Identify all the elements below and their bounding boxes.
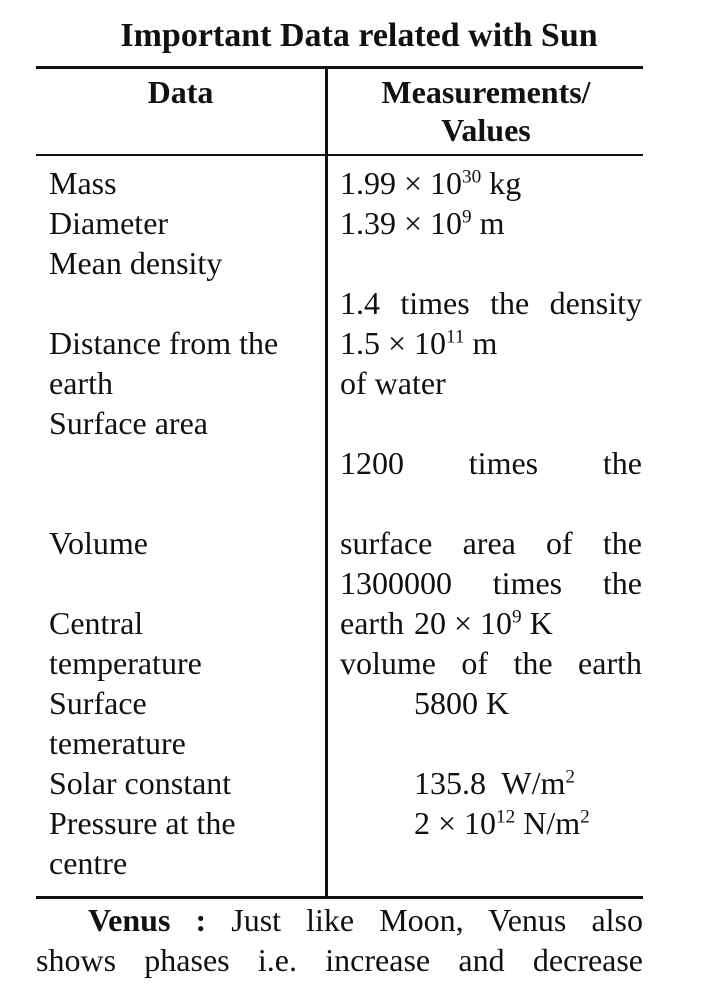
row-value-mean-density: 1.4 times the density of water — [340, 285, 642, 401]
row-value-pressure: $2 \times 10^{12}$ $N/m^2$ — [414, 805, 590, 841]
row-label-mass: Mass — [49, 165, 117, 201]
sun-data-table — [36, 66, 643, 899]
row-value-diameter: $1.39 \times 10^9$ m — [340, 205, 505, 241]
venus-text-1: Just like Moon, Venus also — [206, 902, 644, 938]
row-label-diameter: Diameter — [49, 205, 169, 241]
row-value-mass: $1.99 \times 10^{30}$ kg — [340, 165, 522, 201]
row-label-pressure: Pressure at the centre — [49, 805, 236, 881]
row-value-volume: 1300000 times the volume of the earth — [340, 565, 642, 681]
header-rule — [36, 154, 643, 156]
row-value-distance: $1.5 \times 10^{11}$ m — [340, 325, 498, 361]
row-value-solar-constant: 135.8 $W/m^2$ — [414, 765, 575, 801]
row-label-surface-temperature: Surface temerature — [49, 685, 186, 761]
venus-heading: Venus : — [88, 902, 207, 938]
row-label-central-temperature: Central temperature — [49, 605, 202, 681]
row-value-surface-area: 1200 times the surface area of the earth — [340, 445, 642, 641]
page-title: Important Data related with Sun — [120, 17, 598, 54]
row-value-central-temperature: $20 \times 10^9$ K — [414, 605, 553, 641]
header-measurements-values: Measurements/ Values — [381, 74, 591, 148]
row-label-volume: Volume — [49, 525, 148, 561]
row-label-solar-constant: Solar constant — [49, 765, 232, 801]
header-data: Data — [147, 74, 214, 110]
row-value-surface-temperature: 5800 K — [414, 685, 510, 721]
venus-paragraph-line-1 — [36, 900, 643, 940]
row-label-distance: Distance from the earth — [49, 325, 279, 401]
row-label-mean-density: Mean density — [49, 245, 223, 281]
venus-paragraph-line-2: shows phases i.e. increase and decrease — [36, 942, 643, 978]
row-label-surface-area: Surface area — [49, 405, 208, 441]
